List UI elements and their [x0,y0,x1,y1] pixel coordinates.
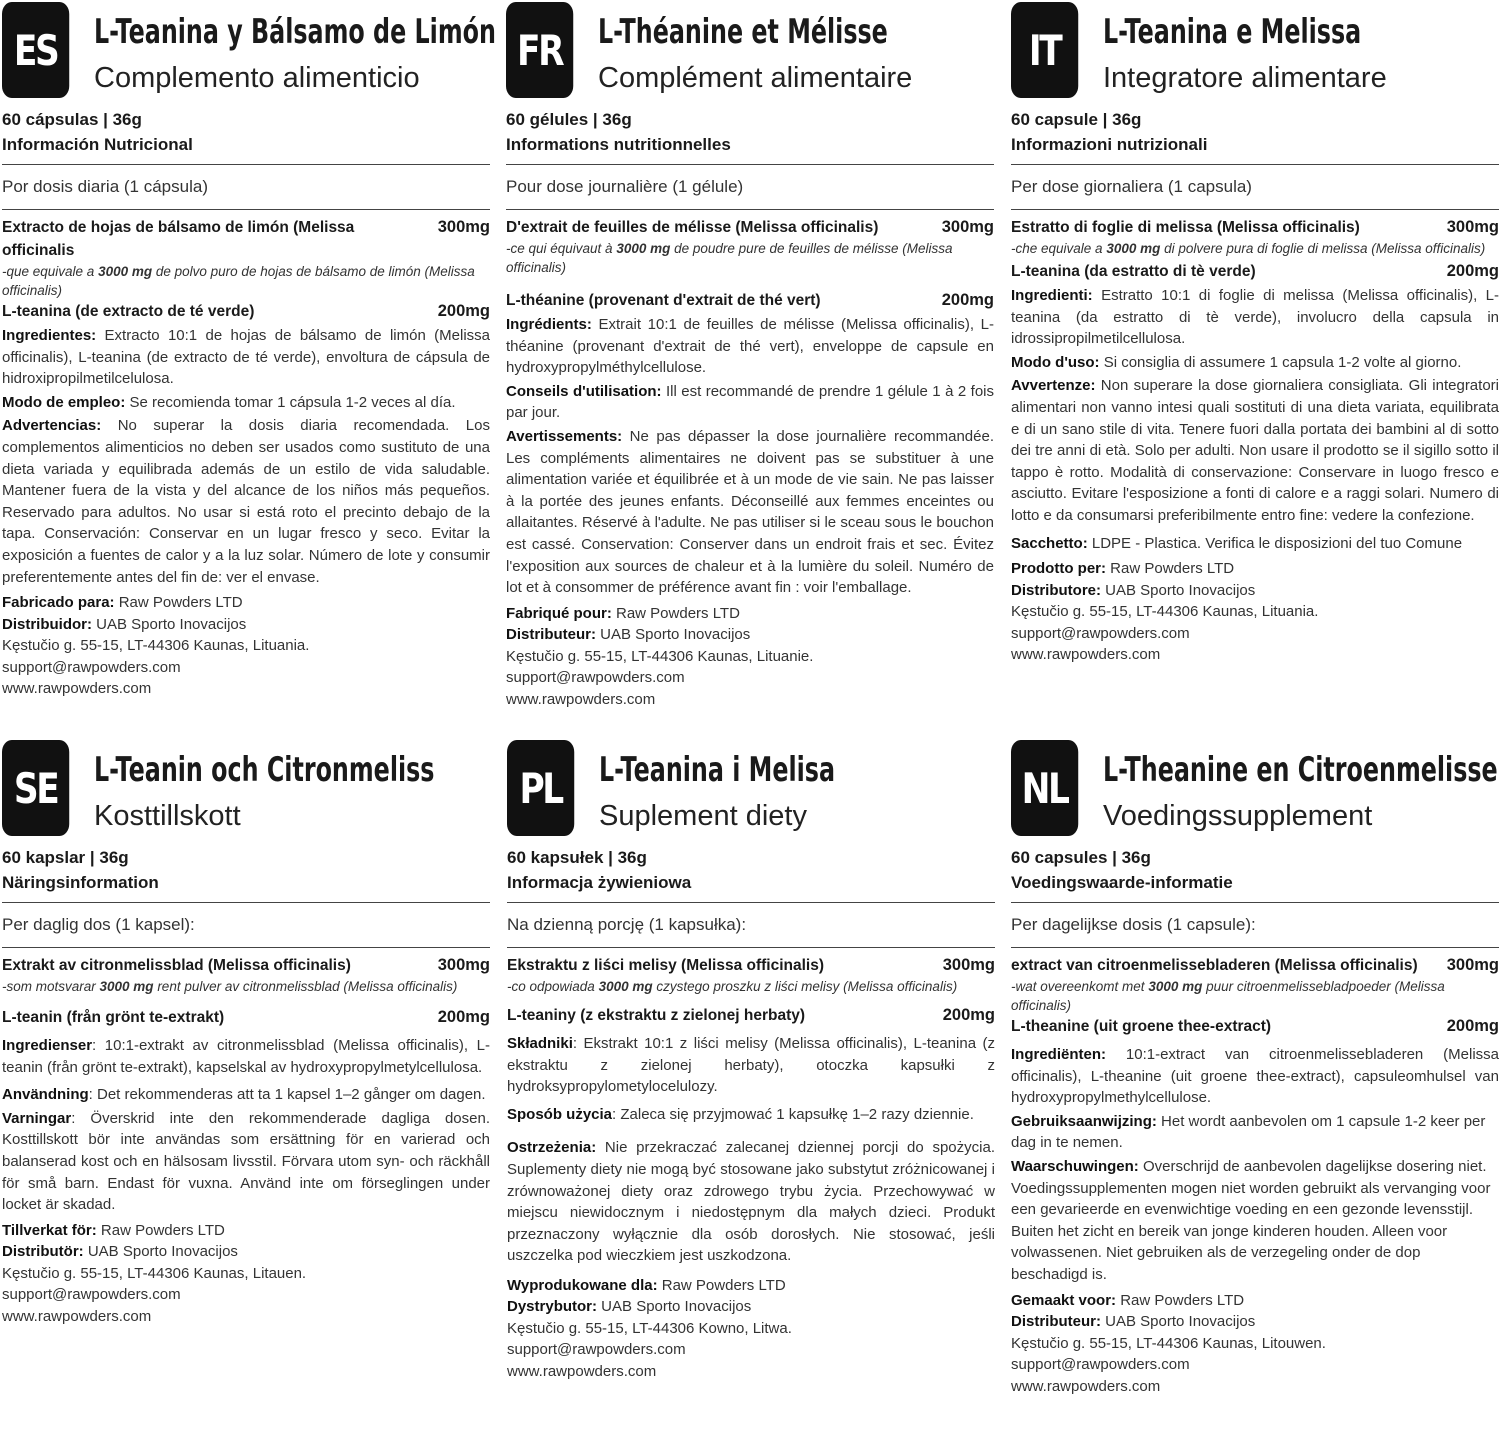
ingredients-text: Ingredienti: Estratto 10:1 di foglie di melissa (Melissa officinalis), L-teanina (da estratto di tè verde), involucro della capsula in idrossipropilmetilcellulosa. [1011,287,1499,348]
package-size: 60 kapsułek | 36g [507,848,647,867]
nutrition-header: Informations nutritionnelles [506,132,994,165]
product-title: L-Teanina i Melisa [599,750,836,790]
dose-header: Pour dose journalière (1 gélule) [506,165,994,210]
ingredient-row [2,300,490,323]
ingredient-amount: 300mg [942,956,995,974]
ingredient-amount: 300mg [1446,956,1499,974]
usage-text: Sposób użycia: Zaleca się przyjmować 1 kapsułkę 1–2 razy dziennie. [507,1105,974,1123]
ingredient-row [1011,260,1499,283]
package-size: 60 capsule | 36g [1011,110,1142,129]
email-link: support@rawpowders.com [2,1286,181,1304]
ingredient-amount: 200mg [437,1008,490,1026]
panel-header [1011,740,1499,838]
ingredient-amount: 200mg [941,291,994,309]
product-title: L-Teanina e Melissa [1103,12,1362,52]
ingredient-amount: 200mg [942,1006,995,1024]
email-link: support@rawpowders.com [506,669,685,687]
ingredient-amount: 200mg [1446,262,1499,280]
ingredient-name: Estratto di foglie di melissa (Melissa officinalis) [1011,219,1360,236]
product-subtitle: Voedingssupplement [1103,800,1373,832]
ingredient-name: L-teaniny (z ekstraktu z zielonej herbaty) [507,1007,806,1024]
ingredient-row [506,289,994,312]
dose-header: Per dose giornaliera (1 capsula) [1011,165,1499,210]
ingredient-row [1011,1015,1499,1038]
ingredient-name: Ekstraktu z liści melisy (Melissa officinalis) [507,957,825,974]
contact-block [507,1275,995,1383]
address: Kęstučio g. 55-15, LT-44306 Kowno, Litwa. [507,1319,792,1337]
website-link: www.rawpowders.com [1011,646,1161,664]
email-link: support@rawpowders.com [2,658,181,676]
ingredient-amount: 300mg [941,218,994,236]
language-badge: PL [507,740,574,836]
ingredient-name: Extracto de hojas de bálsamo de limón (Melissa officinalis [2,219,355,259]
distributor: Distributeur: UAB Sporto Inovacijos [506,626,751,644]
label-panel-it [1011,2,1499,666]
ingredient-name: Extrakt av citronmelissblad (Melissa officinalis) [2,957,351,974]
package-size: 60 cápsulas | 36g [2,110,142,129]
distributor: Distributore: UAB Sporto Inovacijos [1011,581,1256,599]
made-for: Gemaakt voor: Raw Powders LTD [1011,1291,1245,1309]
distributor: Dystrybutor: UAB Sporto Inovacijos [507,1298,752,1316]
language-badge: IT [1011,2,1078,98]
ingredient-amount: 300mg [1446,218,1499,236]
ingredients-text: Ingrediënten: 10:1-extract van citroenmelissebladeren (Melissa officinalis), L-theanine (uit groene thee-extract), capsuleomhulsel van hydroxypropylmethylcellulose. [1011,1046,1499,1107]
ingredients-text: Ingredientes: Extracto 10:1 de hojas de bálsamo de limón (Melissa officinalis), L-teanina (de extracto de té verde), envoltura de cápsula de hidroxipropilmetilcelulosa. [2,327,490,388]
language-badge: NL [1011,740,1078,836]
nutrition-header: Información Nutricional [2,132,490,165]
product-subtitle: Suplement diety [599,800,807,832]
language-badge: FR [506,2,573,98]
ingredient-row [506,216,994,239]
ingredient-row [507,1004,995,1027]
contact-block [2,592,490,700]
made-for: Wyprodukowane dla: Raw Powders LTD [507,1276,786,1294]
distributor: Distributeur: UAB Sporto Inovacijos [1011,1313,1256,1331]
ingredient-name: L-teanin (från grönt te-extrakt) [2,1009,225,1026]
ingredient-row [2,216,490,262]
made-for: Prodotto per: Raw Powders LTD [1011,560,1235,578]
ingredient-row [2,954,490,977]
equivalent-note: -que equivale a 3000 mg de polvo puro de hojas de bálsamo de limón (Melissa officinalis) [2,264,475,298]
warnings-text: Ostrzeżenia: Nie przekraczać zalecanej dziennej porcji do spożycia. Suplementy diety nie mogą być stosowane jako substytut zróżnicowanej i zrównoważonej diety oraz zdrowego trybu życia. Przechowywać w miejscu niewidocznym i niedostępnym dla małych dzieci. Produkt przeznaczony wyłącznie dla osób dorosłych. Nie stosować, jeśli uszczelka pod wieczkiem jest uszkodzona. [507,1139,995,1265]
contact-block [2,1220,490,1328]
usage-text: Modo de empleo: Se recomienda tomar 1 cápsula 1-2 veces al día. [2,393,456,411]
address: Kęstučio g. 55-15, LT-44306 Kaunas, Litauen. [2,1264,307,1282]
ingredients-text: Składniki: Ekstrakt 10:1 z liści melisy (Melissa officinalis), L-teanina (z ekstraktu z zielonej herbaty), otoczka kapsułki z hydroksypropylometylocelulozy. [507,1035,995,1096]
email-link: support@rawpowders.com [1011,1356,1190,1374]
ingredient-amount: 200mg [437,302,490,320]
warnings-text: Avertissements: Ne pas dépasser la dose journalière recommandée. Les compléments alimentaires ne doivent pas se substituer à une alimentation variée et équilibrée et à un mode de vie sain. Ne pas laisser à la portée des jeunes enfants. Déconseillé aux femmes enceintes ou allaitantes. Réservé à l'adulte. Ne pas utiliser si le sceau sous le bouchon est cassé. Conservation: Conserver dans un endroit frais et sec. Évitez l'exposition aux sources de chaleur et à la lumière du soleil. Numéro de lot et à consommer de préférence avant fin : voir l'emballage. [506,427,994,597]
website-link: www.rawpowders.com [2,680,152,698]
package-size: 60 kapslar | 36g [2,848,129,867]
panel-header [507,740,995,838]
ingredient-row [1011,954,1499,977]
warnings-text: Varningar: Överskrid inte den rekommenderade dagliga dosen. Kosttillskott bör inte användas som ersättning för en varierad och balanserad kost och en hälsosam livsstil. Förvara utom syn- och räckhåll för små barn. Endast för vuxna. Använd inte om förseglingen under locket är skadad. [2,1109,490,1214]
address: Kęstučio g. 55-15, LT-44306 Kaunas, Lituania. [2,637,310,655]
dose-header: Por dosis diaria (1 cápsula) [2,165,490,210]
warnings-text: Avvertenze: Non superare la dose giornaliera consigliata. Gli integratori alimentari non vanno intesi quali sostituti di una dieta variata, equilibrata e di un sano stile di vita. Tenere fuori dalla portata dei bambini al di sotto dei tre anni di età. Solo per adulti. Non usare il prodotto se il sigillo sotto il tappo è rotto. Modalità di conservazione: Conservare in luogo fresco e asciutto. Evitare l'esposizione a fonti di calore e a raggi solari. Numero di lotto e da consumarsi preferibilmente entro fine: vedere la confezione. [1011,377,1499,524]
product-title: L-Theanine en Citroenmelisse [1103,750,1498,790]
address: Kęstučio g. 55-15, LT-44306 Kaunas, Lituanie. [506,647,814,665]
website-link: www.rawpowders.com [2,1307,152,1325]
product-title: L-Teanin och Citronmeliss [94,750,435,790]
product-subtitle: Integratore alimentare [1103,62,1387,94]
warnings-text: Waarschuwingen: Overschrijd de aanbevolen dagelijkse dosering niet. Voedingssupplementen mogen niet worden gebruikt als vervanging voor een gevarieerde en evenwichtige voeding en een gezonde levensstijl. Buiten het zicht en bereik van jonge kinderen houden. Alleen voor volwassenen. Niet gebruiken als de verzegeling onder de dop beschadigd is. [1011,1157,1491,1283]
address: Kęstučio g. 55-15, LT-44306 Kaunas, Lituania. [1011,603,1319,621]
usage-text: Gebruiksaanwijzing: Het wordt aanbevolen om 1 capsule 1-2 keer per dag in te nemen. [1011,1112,1486,1152]
ingredients-text: Ingredienser: 10:1-extrakt av citronmelissblad (Melissa officinalis), L-teanin (från grönt te-extrakt), kapselskal av hydroxypropylmetylcellulosa. [2,1037,490,1076]
distributor: Distribuidor: UAB Sporto Inovacijos [2,615,247,633]
panel-header [506,2,994,100]
equivalent-note: -co odpowiada 3000 mg czystego proszku z liści melisy (Melissa officinalis) [507,979,958,994]
equivalent-note: -wat overeenkomt met 3000 mg puur citroenmelissebladpoeder (Melissa officinalis) [1011,979,1445,1013]
ingredient-name: L-teanina (da estratto di tè verde) [1011,263,1256,280]
product-subtitle: Kosttillskott [94,800,241,832]
equivalent-note: -som motsvarar 3000 mg rent pulver av citronmelissblad (Melissa officinalis) [2,979,458,994]
ingredient-amount: 200mg [1446,1017,1499,1035]
contact-block [506,603,994,711]
ingredient-name: L-theanine (uit groene thee-extract) [1011,1018,1272,1035]
ingredient-name: D'extrait de feuilles de mélisse (Melissa officinalis) [506,219,879,236]
ingredients-text: Ingrédients: Extrait 10:1 de feuilles de mélisse (Melissa officinalis), L-théanine (provenant d'extrait de thé vert), enveloppe de capsule en hydroxypropylméthylcellulose. [506,316,994,377]
language-badge: SE [2,740,69,836]
ingredient-name: extract van citroenmelissebladeren (Melissa officinalis) [1011,957,1418,974]
label-panel-es [2,2,496,700]
email-link: support@rawpowders.com [1011,624,1190,642]
dose-header: Na dzienną porcję (1 kapsułka): [507,903,995,948]
product-title: L-Teanina y Bálsamo de Limón [94,12,496,52]
distributor: Distributör: UAB Sporto Inovacijos [2,1243,238,1261]
package-size: 60 capsules | 36g [1011,848,1151,867]
product-subtitle: Complemento alimenticio [94,62,420,94]
website-link: www.rawpowders.com [507,1362,657,1380]
dose-header: Per dagelijkse dosis (1 capsule): [1011,903,1499,948]
warnings-text: Advertencias: No superar la dosis diaria recomendada. Los complementos alimenticios no deben ser usados como sustituto de una dieta variada y equilibrada además de un estilo de vida saludable. Mantener fuera de la vista y del alcance de los niños más pequeños. Reservado para adultos. No usar si está roto el precinto debajo de la tapa. Conservación: Conservar en un lugar fresco y seco. Evitar la exposición a fuentes de calor y a la luz solar. Número de lote y consumir preferentemente antes del fin de: ver el envase. [2,417,490,586]
ingredient-name: L-teanina (de extracto de té verde) [2,303,255,320]
panel-header [2,2,496,100]
ingredient-amount: 300mg [437,218,490,236]
ingredient-name: L-théanine (provenant d'extrait de thé vert) [506,292,821,309]
label-panel-nl [1011,740,1499,1397]
label-panel-fr [506,2,994,710]
website-link: www.rawpowders.com [506,690,656,708]
nutrition-header: Voedingswaarde-informatie [1011,870,1499,903]
ingredient-row [1011,216,1499,239]
equivalent-note: -che equivale a 3000 mg di polvere pura di foglie di melissa (Melissa officinalis) [1011,241,1486,256]
package-size: 60 gélules | 36g [506,110,632,129]
language-badge: ES [2,2,69,98]
nutrition-header: Informazioni nutrizionali [1011,132,1499,165]
made-for: Tillverkat för: Raw Powders LTD [2,1221,225,1239]
ingredient-amount: 300mg [437,956,490,974]
product-subtitle: Complément alimentaire [598,62,913,94]
nutrition-header: Informacja żywieniowa [507,870,995,903]
address: Kęstučio g. 55-15, LT-44306 Kaunas, Litouwen. [1011,1334,1326,1352]
dose-header: Per daglig dos (1 kapsel): [2,903,490,948]
packaging-text: Sacchetto: LDPE - Plastica. Verifica le disposizioni del tuo Comune [1011,534,1463,552]
usage-text: Conseils d'utilisation: Ill est recommandé de prendre 1 gélule 1 à 2 fois par jour. [506,382,994,422]
usage-text: Användning: Det rekommenderas att ta 1 kapsel 1–2 gånger om dagen. [2,1086,486,1104]
contact-block [1011,558,1499,666]
label-panel-se [2,740,490,1327]
usage-text: Modo d'uso: Si consiglia di assumere 1 capsula 1-2 volte al giorno. [1011,353,1462,371]
website-link: www.rawpowders.com [1011,1377,1161,1395]
made-for: Fabricado para: Raw Powders LTD [2,594,243,612]
ingredient-row [507,954,995,977]
ingredient-row [2,1006,490,1029]
contact-block [1011,1290,1499,1398]
label-panel-pl [507,740,995,1382]
product-title: L-Théanine et Mélisse [598,12,888,52]
email-link: support@rawpowders.com [507,1341,686,1359]
nutrition-header: Näringsinformation [2,870,490,903]
made-for: Fabriqué pour: Raw Powders LTD [506,604,740,622]
panel-header [2,740,490,838]
equivalent-note: -ce qui équivaut à 3000 mg de poudre pure de feuilles de mélisse (Melissa officinalis) [506,241,953,275]
panel-header [1011,2,1499,100]
